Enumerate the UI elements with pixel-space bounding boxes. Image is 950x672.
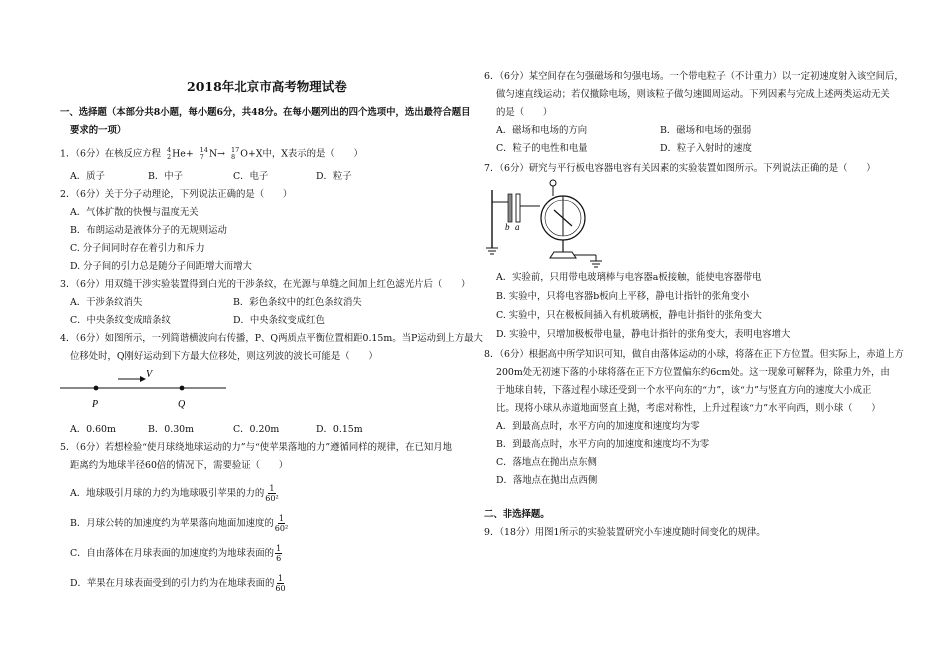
q7-option-b: B. 实验中，只将电容器b板向上平移，静电计指针的张角变小 <box>496 291 750 302</box>
q1-stem: 1．（6分）在核反应方程 4 2 He+ 14 7 N→ 17 8 O+X中，X表示的是（ ） <box>60 146 363 161</box>
q1-option-d: D．粒子 <box>316 171 352 182</box>
o-nuclide: 17 8 <box>231 146 240 161</box>
q1-option-b: B．中子 <box>148 171 184 182</box>
label-q: Q <box>178 399 186 410</box>
q7-capacitor-figure <box>484 178 614 270</box>
plate-b <box>508 194 512 222</box>
q4-option-b: B．0.30m <box>148 424 195 435</box>
section1-heading-cont: 要求的一项） <box>70 125 127 136</box>
q1-option-c: C．电子 <box>233 171 269 182</box>
q5-option-c: C．自由落体在月球表面的加速度约为地球表面的 $\frac{1}{6}$ <box>70 544 282 563</box>
page-title: 2018年北京市高考物理试卷 <box>187 79 347 94</box>
q4-stem: 4．（6分）如图所示，一列简谐横波向右传播，P、Q两质点平衡位置相距0.15m。当P运动到上方最大 <box>60 333 483 344</box>
q8-stem-cont: 200m处无初速下落的小球将落在正下方位置偏东约6cm处。这一现象可解释为，除重力外，由 <box>496 367 890 378</box>
q5-option-d: D．苹果在月球表面受到的引力约为在地球表面的 $\frac{1}{60}$ <box>70 574 286 593</box>
q2-option-b: B．布朗运动是液体分子的无规则运动 <box>70 225 227 236</box>
q2-option-c: C. 分子间同时存在着引力和斥力 <box>70 243 205 254</box>
q3-stem: 3．（6分）用双缝干涉实验装置得到白光的干涉条纹，在光源与单缝之间加上红色滤光片后（ ） <box>60 279 471 290</box>
point-q <box>180 386 185 391</box>
q6-option-c: C．粒子的电性和电量 <box>496 143 588 154</box>
q3-option-c: C．中央条纹变成暗条纹 <box>70 315 171 326</box>
q3-option-a: A．干涉条纹消失 <box>70 297 143 308</box>
q8-stem-cont3: 比。现将小球从赤道地面竖直上抛，考虑对称性，上升过程该“力”水平向西，则小球（ ） <box>496 403 881 414</box>
q6-option-d: D．粒子入射时的速度 <box>660 143 752 154</box>
q8-option-d: D．落地点在抛出点西侧 <box>496 475 598 486</box>
plate-a <box>516 194 520 222</box>
q8-stem: 8．（6分）根据高中所学知识可知，做自由落体运动的小球，将落在正下方位置。但实际上，赤道上方 <box>484 349 904 360</box>
label-a: a <box>515 222 520 232</box>
q6-stem: 6．（6分）某空间存在匀强磁场和匀强电场。一个带电粒子（不计重力）以一定初速度射入该空间后， <box>484 71 904 82</box>
section1-heading: 一、选择题（本部分共8小题，每小题6分，共48分。在每小题列出的四个选项中，选出最符合题目 <box>60 107 471 118</box>
q8-option-a: A．到最高点时，水平方向的加速度和速度均为零 <box>496 421 700 432</box>
n-nuclide: 14 7 <box>199 146 208 161</box>
q7-stem: 7．（6分）研究与平行板电容器电容有关因素的实验装置如图所示。下列说法正确的是（ ） <box>484 163 876 174</box>
fraction: $\frac{1}{60}$ <box>275 574 286 593</box>
q4-option-c: C．0.20m <box>233 424 280 435</box>
fraction: $\frac{1}{6}$ <box>276 544 282 563</box>
q4-option-a: A．0.60m <box>70 424 116 435</box>
q7-option-c: C. 实验中，只在极板间插入有机玻璃板，静电计指针的张角变大 <box>496 310 762 321</box>
fraction: $\frac{1}{\text{60²}}$ <box>274 514 289 533</box>
section2-heading: 二、非选择题。 <box>484 509 550 520</box>
q5-option-b: B．月球公转的加速度约为苹果落向地面加速度的 $\frac{1}{\text{60²}}$ <box>70 514 289 533</box>
q3-option-b: B．彩色条纹中的红色条纹消失 <box>233 297 362 308</box>
fraction: $\frac{1}{\text{60²}}$ <box>265 484 279 503</box>
label-p: P <box>92 399 99 410</box>
q2-option-a: A．气体扩散的快慢与温度无关 <box>70 207 199 218</box>
q2-stem: 2．（6分）关于分子动理论，下列说法正确的是（ ） <box>60 189 293 200</box>
q4-option-d: D．0.15m <box>316 424 363 435</box>
q8-stem-cont2: 于地球自转，下落过程小球还受到一个水平向东的“力”，该“力”与竖直方向的速度大小成正 <box>496 385 872 396</box>
q1-option-a: A．质子 <box>70 171 105 182</box>
q5-stem-cont: 距离约为地球半径60倍的情况下，需要验证（ ） <box>70 460 289 471</box>
q4-wave-figure <box>58 366 258 412</box>
q6-option-b: B．磁场和电场的强弱 <box>660 125 752 136</box>
q4-stem-cont: 位移处时，Q刚好运动到下方最大位移处，则这列波的波长可能是（ ） <box>70 351 378 362</box>
q7-option-d: D. 实验中，只增加极板带电量，静电计指针的张角变大，表明电容增大 <box>496 329 791 340</box>
label-v: V <box>146 369 153 380</box>
q8-option-b: B．到最高点时，水平方向的加速度和速度均不为零 <box>496 439 710 450</box>
q9-stem: 9．（18分）用图1所示的实验装置研究小车速度随时间变化的规律。 <box>484 527 766 538</box>
label-b: b <box>505 222 510 232</box>
q6-stem-cont2: 的是（ ） <box>496 107 553 118</box>
he-nuclide: 4 2 <box>166 146 172 161</box>
q5-stem: 5．（6分）若想检验“使月球绕地球运动的力”与“使苹果落地的力”遵循同样的规律，在已知月地 <box>60 442 453 453</box>
q6-stem-cont: 做匀速直线运动；若仅撤除电场，则该粒子做匀速圆周运动。下列因素与完成上述两类运动无关 <box>496 89 890 100</box>
q2-option-d: D. 分子间的引力总是随分子间距增大而增大 <box>70 261 252 272</box>
point-p <box>94 386 99 391</box>
q5-option-a: A．地球吸引月球的力约为地球吸引苹果的力的 $\frac{1}{\text{60²}}$ <box>70 484 279 503</box>
q8-option-c: C．落地点在抛出点东侧 <box>496 457 597 468</box>
q7-option-a: A．实验前，只用带电玻璃棒与电容器a板接触，能使电容器带电 <box>496 272 762 283</box>
q3-option-d: D．中央条纹变成红色 <box>233 315 325 326</box>
q6-option-a: A．磁场和电场的方向 <box>496 125 588 136</box>
